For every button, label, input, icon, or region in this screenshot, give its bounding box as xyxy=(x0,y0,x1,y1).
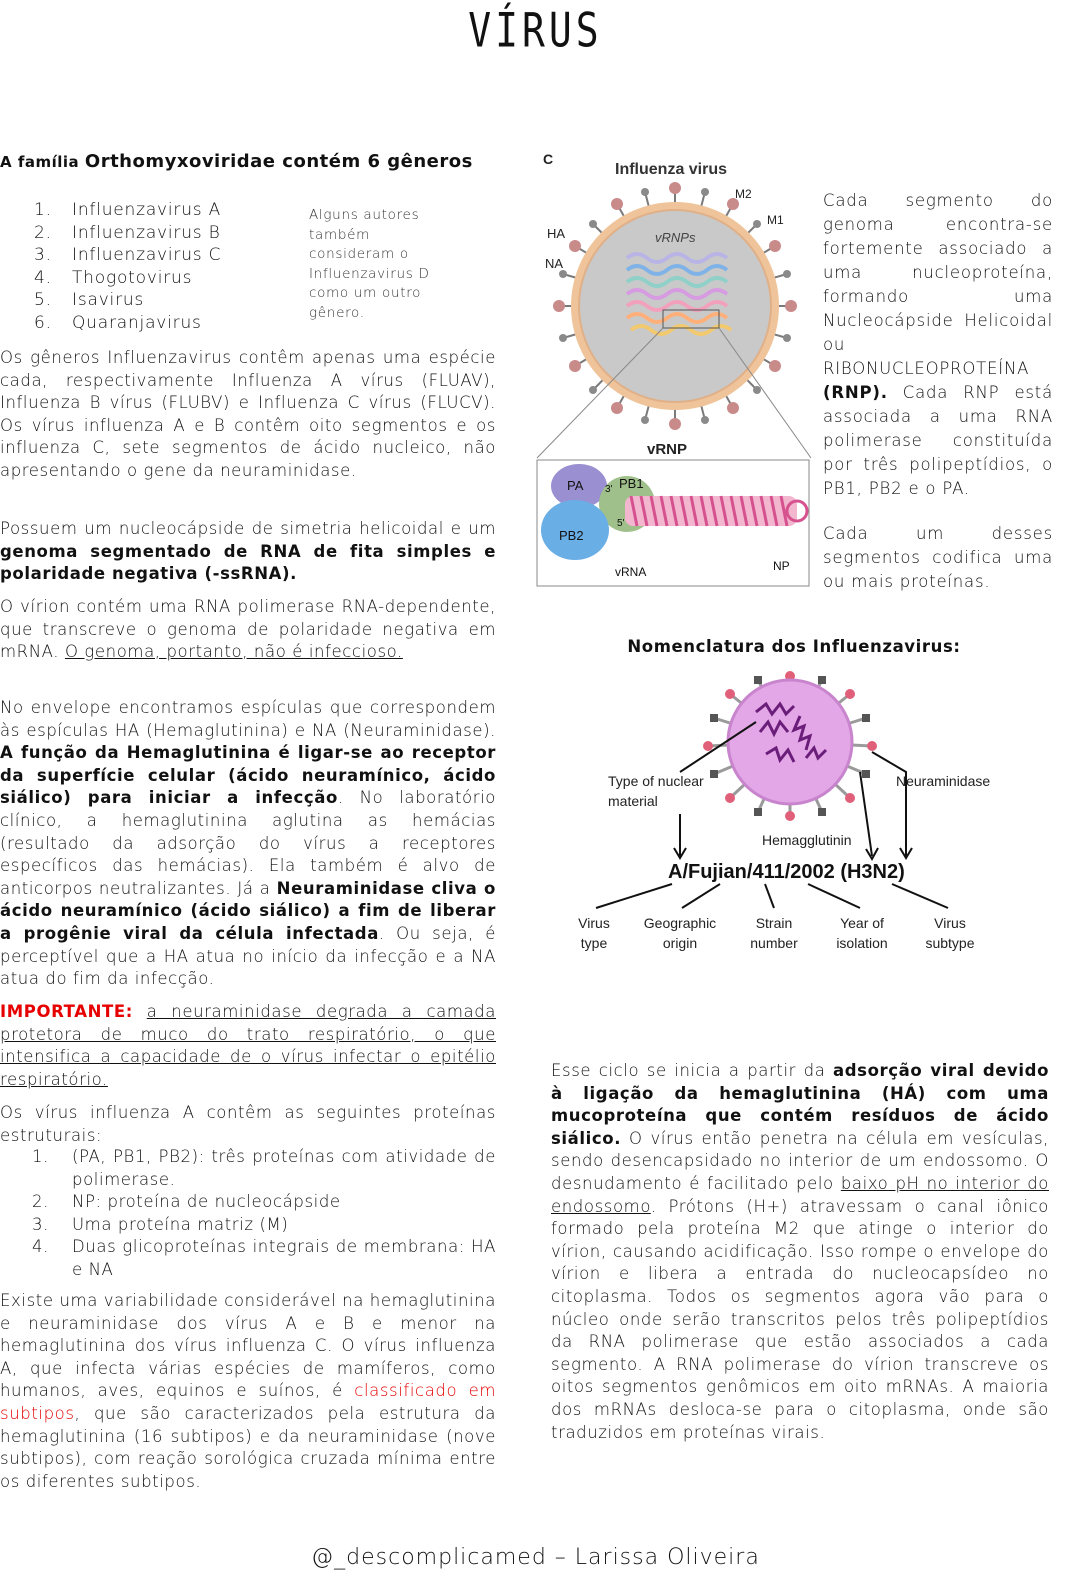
code-pointers xyxy=(596,884,948,908)
subtype-label-2: subtype xyxy=(925,935,975,951)
paragraph-important: IMPORTANTE: a neuraminidase degrada a camada protetora de muco do trato respiratório, o que intensifica a capacidade de o vírus infectar o epitélio respiratório. xyxy=(0,1002,496,1089)
nomenclature-heading: Nomenclatura dos Influenzavirus: xyxy=(627,637,961,656)
three-prime-label: 3' xyxy=(605,484,613,495)
pb1-label: PB1 xyxy=(619,476,644,491)
list-item: 4. Thogotovirus xyxy=(34,267,193,288)
genera-note: Alguns autores também consideram o Influenzavirus D como um outro gênero. xyxy=(309,207,430,321)
hemagglutinin-label: Hemagglutinin xyxy=(762,832,852,848)
list-item: 3. Influenzavirus C xyxy=(34,245,222,265)
paragraph-variability: Existe uma variabilidade considerável na hemaglutinina e neuraminidase dos vírus A e B e menor na hemaglutinina dos vírus influenza C. O vírus influenza A, que infecta várias espécies de mamíferos, como humanos, aves, equinos e suínos, é classificado em subtipos, que são caracterizados pela estrutura da hemaglutinina (16 subtipos) e da neuraminidase (nove subtipos), com reação sorológica cruzada mínima entre os diferentes subtipos. xyxy=(0,1291,496,1491)
family-prefix: A família xyxy=(0,153,85,171)
na-label: NA xyxy=(545,256,564,271)
important-label: IMPORTANTE: xyxy=(0,1002,133,1021)
virus-type-label-1: Virus xyxy=(578,915,610,931)
neuraminidase-label: Neuraminidase xyxy=(896,773,991,789)
geo-label-1: Geographic xyxy=(643,915,717,931)
virus-type-label-2: type xyxy=(580,935,608,951)
geo-label-2: origin xyxy=(662,935,698,951)
paragraph-segments: Cada um desses segmentos codifica uma ou mais proteínas. xyxy=(823,524,1053,591)
vrna-label: vRNA xyxy=(615,565,647,579)
strain-label-2: number xyxy=(750,935,798,951)
vrnps-label: vRNPs xyxy=(655,230,696,245)
nomenclature-code: A/Fujian/411/2002 (H3N2) xyxy=(668,861,905,883)
paragraph-replication-cycle: Esse ciclo se inicia a partir da adsorção viral devido à ligação da hemaglutinina (HÁ) com uma mucoproteína que contém resíduos de ácido siálico. O vírus então penetra na célula em vesículas, sendo desencapsidado no interior de um endossomo. O desnudamento é facilitado pelo baixo pH no interior do endossomo. Prótons (H+) atravessam o canal iônico formado pela proteína M2 que atinge o interior do vírion, causando acidificação. Isso rompe o envelope do vírion e libera a entrada do nucleocapsídeo no citoplasma. Todos os segmentos agora vão para o núcleo onde serão transcritos pelos três polipeptídios da RNA polimerase que estão associados a cada segmento. A RNA polimerase do vírion transcreve os oitos segmentos genômicos em oito mRNAs. A maioria dos mRNAs desloca-se para o citoplasma, onde são traduzidos em proteínas virais. xyxy=(551,1061,1049,1442)
genera-list xyxy=(34,199,274,334)
ha-label: HA xyxy=(547,226,566,241)
m1-label: M1 xyxy=(767,213,784,227)
footer-credit: @_descomplicamed – Larissa Oliveira xyxy=(311,1545,760,1570)
list-item: 1. (PA, PB1, PB2): três proteínas com atividade de polimerase. xyxy=(32,1147,496,1189)
page-title: VÍRUS xyxy=(468,2,603,58)
vrnp-label: vRNP xyxy=(647,441,688,458)
m2-label: M2 xyxy=(735,187,752,201)
paragraph-nucleocapsid: Possuem um nucleocápside de simetria helicoidal e um genoma segmentado de RNA de fita simples e polaridade negativa (-ssRNA). xyxy=(0,519,496,584)
family-heading-text: Orthomyxoviridae contém 6 gêneros xyxy=(84,151,473,172)
year-label-2: isolation xyxy=(836,935,888,951)
paragraph-polymerase: O vírion contém uma RNA polimerase RNA-dependente, que transcreve o genoma de polaridade negativa em mRNA. O genoma, portanto, não é infeccioso. xyxy=(0,597,496,662)
list-item: 2. NP: proteína de nucleocápside xyxy=(32,1192,341,1212)
paragraph-envelope: No envelope encontramos espículas que correspondem às espículas HA (Hemaglutinina) e NA (Neuraminidase). A função da Hemaglutinina é ligar-se ao receptor da superfície celular (ácido neuramínico, ácido siálico) para iniciar a infecção. No laboratório clínico, a hemaglutinina aglutina as hemácias (resultado da adsorção do vírus a receptores específicos das hemácias). Ela também é alvo de anticorpos neutralizantes. Já a Neuraminidase cliva o ácido neuramínico (ácido siálico) a fim de liberar a progênie viral da célula infectada. Ou seja, é perceptível que a HA atua no início da infecção e a NA atua do fim da infecção. xyxy=(0,698,496,989)
proteins-list xyxy=(32,1146,496,1282)
subtype-label-1: Virus xyxy=(934,915,966,931)
pb2-label: PB2 xyxy=(559,528,584,543)
pa-label: PA xyxy=(567,478,584,493)
paragraph-rnp: Cada segmento do genoma encontra-se fortemente associado a uma nucleoproteína, formando uma Nucleocápside Helicoidal ou RIBONUCLEOPROTEÍNA (RNP). Cada RNP está associada a uma RNA polimerase constituída por três polipeptídios, o PB1, PB2 e o PA. xyxy=(823,191,1053,498)
type-nuclear-label-1: Type of nuclear xyxy=(608,773,704,789)
list-item: 4. Duas glicoproteínas integrais de membrana: HA e NA xyxy=(32,1237,496,1279)
type-nuclear-label-2: material xyxy=(608,793,658,809)
figure-title: Influenza virus xyxy=(615,161,728,178)
strain-label-1: Strain xyxy=(755,915,793,931)
list-item: 1. Influenzavirus A xyxy=(34,200,222,220)
family-heading xyxy=(0,150,496,174)
paragraph-proteins-intro: Os vírus influenza A contêm as seguintes proteínas estruturais: xyxy=(0,1103,496,1145)
panel-label: C xyxy=(543,151,554,167)
list-item: 6. Quaranjavirus xyxy=(34,312,202,333)
year-label-1: Year of xyxy=(840,915,884,931)
five-prime-label: 5' xyxy=(617,518,625,529)
list-item: 5. Isavirus xyxy=(34,290,145,310)
np-helix xyxy=(625,496,807,526)
virion-body xyxy=(728,680,852,804)
list-item: 2. Influenzavirus B xyxy=(34,222,221,243)
nomenclature-figure xyxy=(560,662,1020,967)
influenza-structure-figure xyxy=(535,146,813,591)
list-item: 3. Uma proteína matriz (M) xyxy=(32,1214,289,1234)
paragraph-genera-species: Os gêneros Influenzavirus contêm apenas uma espécie cada, respectivamente Influenza A vírus (FLUAV), Influenza B vírus (FLUBV) e Influenza C vírus (FLUCV). Os vírus influenza A e B contêm oito segmentos e os influenza C, sete segmentos de ácido nucleico, não apresentando o gene da neuraminidase. xyxy=(0,348,496,480)
np-label: NP xyxy=(773,559,790,573)
